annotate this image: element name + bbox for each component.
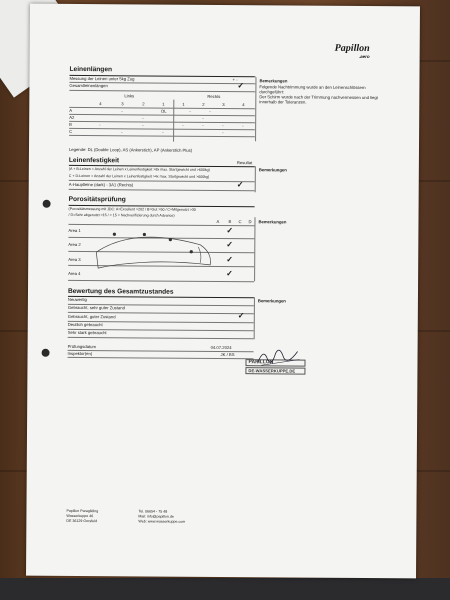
dash-cell: - [202, 115, 204, 121]
remarks-line: innerhalb der Toleranzen. [259, 99, 307, 105]
dash-cell: - [189, 108, 191, 114]
col-header: 4 [99, 101, 102, 107]
leinen-row-messung: Messung der Leinen unter 5kg Zug [69, 75, 135, 82]
row-label-b: B [69, 121, 72, 127]
bewertung-row: Sehr stark gebraucht [67, 329, 107, 336]
section-title-leinenlaengen: Leinenlängen [69, 65, 113, 74]
remarks-title: Bemerkungen [258, 167, 287, 173]
col-header: 2 [142, 101, 145, 107]
remarks-line: Folgende Nachtrimmung wurde an den Leinenschlössern [259, 84, 366, 90]
col-b: B [228, 219, 232, 225]
check-mark: ✓ [226, 226, 234, 236]
row-rule [69, 114, 255, 116]
signature [253, 345, 303, 369]
inspektor-value: JK / BS [220, 351, 235, 358]
dash-cell: - [142, 115, 144, 121]
footer-line: Tel. 06654 - 75 48 [138, 509, 168, 514]
links-header: Links [124, 93, 135, 99]
stamp-line1: PAPILLON [245, 359, 305, 366]
result-label: Resultat [236, 160, 253, 166]
col-d: D [248, 219, 252, 225]
dash-cell: - [209, 108, 211, 114]
col-header: 3 [121, 101, 124, 107]
area-3: Area 3 [68, 256, 81, 263]
remarks-title: Bemerkungen [259, 78, 288, 84]
dash-cell: - [142, 122, 144, 128]
festigkeit-rule-cd: C + D-Leinen = Anzahl der Leinen x Leinenfestigkeit >4x max. Startgewicht und >600kg) [68, 173, 210, 179]
rechts-header: Rechts [207, 93, 221, 99]
legend-text: Legende: DL (Double Loop), AS (Ankerstich), AP (Ankerstich Plus) [68, 146, 193, 153]
remarks-title: Bemerkungen [258, 219, 287, 225]
punch-hole [43, 200, 51, 208]
inspection-report-page [26, 4, 420, 579]
festigkeit-rule-ab: (A + B-Leinen = Anzahl der Leinen x Leinenfestigkeit >8x max. Startgewicht und >600kg) [68, 166, 210, 172]
row-rule [69, 121, 255, 123]
footer-address [66, 509, 98, 524]
footer-line: Mail: info@papillon.de [138, 514, 174, 519]
row-label-c: C [69, 128, 73, 134]
check-mark: ✓ [226, 240, 234, 250]
col-header: 4 [242, 102, 245, 108]
footer-line: Wasserkuppe 46 [66, 513, 94, 519]
remarks-line: durchgeführt: [259, 89, 285, 95]
footer-line: Papillon Paragliding [66, 508, 99, 514]
row-rule [68, 337, 254, 339]
check-mark: ✓ [226, 255, 233, 265]
section-title-festigkeit: Leinenfestigkeit [68, 156, 120, 165]
remarks-title: Bemerkungen [257, 298, 286, 304]
porositaet-desc: / D=Sehr abgenutzt >15 / < 15 = Nachverifizierung durch Advance) [68, 212, 175, 218]
check-mark: ✓ [236, 180, 244, 190]
row-rule [69, 135, 255, 137]
bewertung-row: Deutlich gebraucht [67, 321, 103, 328]
footer-contact [138, 509, 185, 524]
dash-cell: - [121, 108, 123, 114]
row-rule [68, 357, 254, 359]
row-label-a: A [69, 107, 73, 113]
bewertung-row: Gebraucht, guter Zustand [67, 313, 116, 320]
dash-cell: - [242, 123, 244, 129]
dash-cell: - [162, 129, 164, 135]
footer-line: DE 36129 Gersfeld [66, 518, 97, 524]
remarks-divider [255, 166, 256, 192]
inspektor-label: Inspektor(en) [67, 350, 93, 357]
bewertung-row: Gebraucht, sehr guter Zustand [67, 304, 125, 311]
festigkeit-row: A-Hauptleine (dark) - 3A1 (Rechts) [68, 181, 134, 188]
area-2: Area 2 [68, 241, 81, 248]
dash-cell: - [222, 129, 224, 135]
bewertung-row: Neuwertig [67, 296, 87, 303]
dash-cell: - [202, 122, 204, 128]
col-c: C [238, 219, 242, 225]
col-header: 2 [202, 101, 205, 107]
dash-cell: - [99, 122, 101, 128]
remarks-divider [254, 217, 255, 281]
row-label-a2: A2 [69, 114, 75, 120]
dark-floor-strip [0, 578, 450, 600]
plus-minus-header: + - [232, 77, 238, 83]
brand-logo [335, 38, 370, 59]
section-title-porositaet: Porositätsprüfung [68, 195, 126, 204]
pruefungsdatum-value: 04.07.2024 [210, 344, 232, 351]
section-title-bewertung: Bewertung des Gesamtzustandes [67, 287, 174, 296]
remarks-line: Der Schirm wurde nach der Trimmung nachvermessen und liegt [259, 94, 378, 101]
pruefungsdatum-label: Prüfungsdatum [67, 343, 97, 350]
footer-line: Web: www.wasserkuppe.com [138, 519, 186, 524]
dash-cell: - [121, 129, 123, 135]
area-4: Area 4 [68, 270, 81, 277]
dash-cell: - [222, 122, 224, 128]
col-header: 1 [162, 101, 165, 107]
stamp-line2: DE-WASSERKUPPE.DE [245, 367, 305, 374]
section-rule [68, 296, 254, 298]
logo-name: Papillon [334, 42, 370, 55]
check-mark: ✓ [226, 269, 233, 279]
leinen-row-gesamt: Gesamtleinenlängen [69, 82, 108, 89]
check-mark: ✓ [237, 311, 245, 321]
check-mark: ✓ [237, 81, 245, 91]
wing-diagram [94, 222, 218, 273]
remarks-divider [254, 297, 255, 339]
row-rule [69, 189, 255, 191]
logo-sub: .aero [358, 53, 370, 60]
col-a: A [216, 218, 220, 224]
area-1: Area 1 [68, 227, 81, 234]
col-header: 3 [222, 101, 225, 108]
row-rule [68, 280, 254, 282]
porositaet-desc: (Porositätsmessung mit JDC: A=Excellent >202 / B=Gut >50 / C=Mitgenutzt >30 [68, 206, 196, 212]
punch-hole [42, 349, 50, 357]
row-rule [69, 90, 255, 92]
a-row-dl: DL [161, 108, 167, 114]
col-header: 1 [182, 101, 185, 107]
dash-cell: - [182, 122, 184, 128]
